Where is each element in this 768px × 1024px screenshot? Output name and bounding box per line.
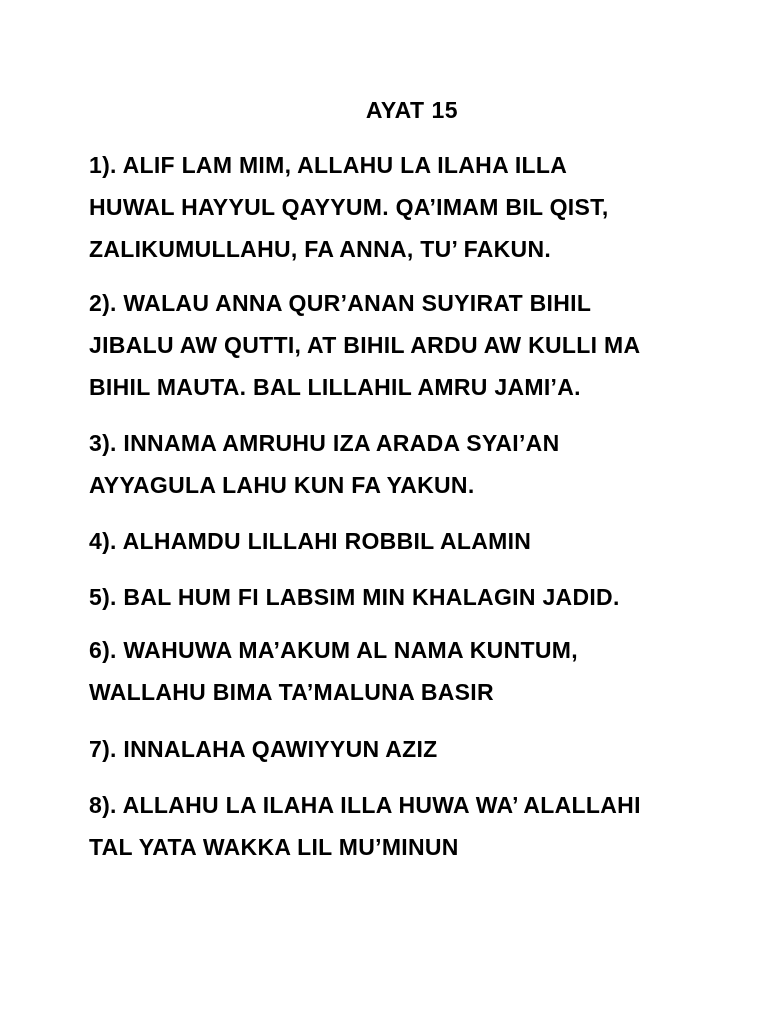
verse-line: 3). INNAMA AMRUHU IZA ARADA SYAI’AN <box>89 430 560 456</box>
verse-2 <box>89 282 729 408</box>
verse-8 <box>89 784 729 868</box>
verse-line: 8). ALLAHU LA ILAHA ILLA HUWA WA’ ALALLAHI <box>89 792 641 818</box>
verse-line: 7). INNALAHA QAWIYYUN AZIZ <box>89 736 438 762</box>
verse-line: 5). BAL HUM FI LABSIM MIN KHALAGIN JADID. <box>89 584 620 610</box>
verse-1 <box>89 144 729 270</box>
verse-line: 4). ALHAMDU LILLAHI ROBBIL ALAMIN <box>89 528 532 554</box>
verse-line: AYYAGULA LAHU KUN FA YAKUN. <box>89 472 475 498</box>
verse-3 <box>89 422 729 506</box>
verse-4 <box>89 520 729 562</box>
verse-line: TAL YATA WAKKA LIL MU’MINUN <box>89 834 459 860</box>
verse-line: 1). ALIF LAM MIM, ALLAHU LA ILAHA ILLA <box>89 152 568 178</box>
document-title: AYAT 15 <box>365 97 459 123</box>
verse-line: JIBALU AW QUTTI, AT BIHIL ARDU AW KULLI MA <box>89 332 641 358</box>
verse-line: WALLAHU BIMA TA’MALUNA BASIR <box>89 679 494 705</box>
verse-line: BIHIL MAUTA. BAL LILLAHIL AMRU JAMI’A. <box>89 374 581 400</box>
verse-line: HUWAL HAYYUL QAYYUM. QA’IMAM BIL QIST, <box>89 194 609 220</box>
verse-line: ZALIKUMULLAHU, FA ANNA, TU’ FAKUN. <box>89 236 552 262</box>
verse-line: 2). WALAU ANNA QUR’ANAN SUYIRAT BIHIL <box>89 290 592 316</box>
verse-line: 6). WAHUWA MA’AKUM AL NAMA KUNTUM, <box>89 637 578 663</box>
verse-7 <box>89 728 729 770</box>
verse-6 <box>89 629 729 713</box>
verse-5 <box>89 576 729 618</box>
